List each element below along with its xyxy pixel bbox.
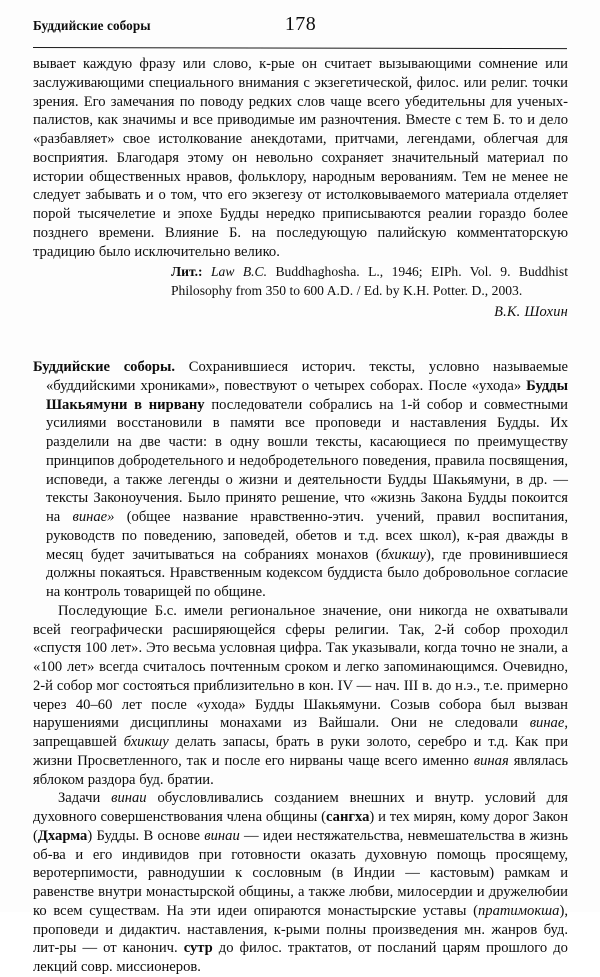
entry-second-paragraph: [33, 602, 568, 790]
bibliography-rest: Buddhaghosha. L., 1946; EIPh. Vol. 9. Buddhist Philosophy from 350 to 600 A.D. / Ed. by K.H. Potter. D., 2003.: [171, 264, 568, 298]
entry-p3-s1: Задачи: [58, 790, 112, 807]
entry-p3-s3: ) и тех мирян, кому дорог Закон (: [33, 809, 569, 844]
entry-p3-italic-term-2: винаи: [204, 827, 240, 844]
entry-p2-s1: Последующие Б.с. имели региональное значение, они никогда не охватывали всей географически расширяющейся сферы религии. Так, 2-й собор проходил «спустя 100 лет». Это весьма условная цифра. Так указывали, когда точно не знали, а «100 лет» всегда считалось почтенным сроком и легко запоминающимся. Очевидно, 2-й собор мог состояться приблизительно в кон. IV — нач. III в. до н.э., т.е. примерно через 40–60 лет после «ухода» Будды Шакьямуни. Созыв собора был вызван нарушениями дисциплины монахами из Вайшали. Они не следовали: [33, 602, 568, 732]
entry-p1-italic-term-2: бхикшу: [380, 546, 427, 563]
entry-p3-s6: ), проповеди и дидактич. наставления, к-рыми полны произведения мн. жанров буд. лит-ры — от канонич.: [33, 902, 568, 957]
header-divider-rule: [33, 47, 567, 50]
entry-p3-s5: — идеи нестяжательства, невмешательства в жизнь об-ва и его индивидов при готовности оказать духовную помощь просящему, веротерпимости, равнодушии к сословным (в Индии — кастовым) рамкам и равенстве внутри монастырской общины, а также любви, милосердии и дружелюбии ко всем существам. На эти идеи опираются монастырские уставы (: [33, 827, 569, 919]
entry-p3-s4: ) Будды. В основе: [87, 827, 205, 844]
article-signature: В.К. Шохин: [494, 304, 568, 321]
dictionary-entry: [33, 358, 568, 977]
entry-p2-s3: делать запасы, брать в руки золото, серебро и т.д. Как при жизни Просветленного, так и после его нирваны чаще всего именно: [33, 734, 569, 769]
entry-p3-bold-term-3: сутр: [183, 940, 213, 957]
running-head: [33, 13, 568, 42]
entry-p2-s4: являлась яблоком раздора буд. братии.: [33, 752, 568, 788]
continued-article-paragraph: вывает каждую фразу или слово, к-рые он считает вызывающими сомнение или заслуживающими специального внимания с экзегетической, филос. или религ. точки зрения. Его замечания по поводу редких слов чаще всего убедительны для ученых-палистов, как значимы и все приводимые им разночтения. Вместе с тем Б. то и дело «разбавляет» свое истолкование анекдотами, притчами, легендами, облегчая для восприятия. Благодаря этому он невольно сохраняет значительный материал по истории общественных нравов, фольклору, народным верованиям. Тем не менее не следует забывать и о том, что его экзегезу от истолковываемого материала отделяет порой тысячелетие и эпохе Будды нередко приписываются реалии гораздо более позднего времени. Влияние Б. на последующую палийскую комментаторскую традицию было исключительно велико.: [33, 56, 568, 260]
text-column: [33, 55, 568, 977]
entry-p1-italic-term-1: винае»: [72, 509, 115, 526]
entry-p1-s4: ), где провинившиеся должны покаяться. Нравственным кодексом буддиста было добровольное согласие на контроль товарищей по общине.: [46, 546, 568, 601]
entry-third-paragraph: [33, 789, 568, 977]
entry-p1-bold-term-1: Будды Шакьямуни в нирвану: [46, 377, 568, 413]
entry-p2-italic-term-3: виная: [473, 752, 509, 769]
bibliography-label: Лит.:: [171, 264, 203, 280]
entry-p3-s7: до филос. трактатов, от посланий царям прошлого до лекций совр. миссионеров.: [33, 940, 568, 976]
entry-p1-s2: последователи собрались на 1-й собор и совместными усилиями восстановили в памяти все проповеди и наставления Будды. Их разделили на две части: в одну вошли тексты, касающиеся по преимуществу принципов добродетельного и недобродетельного поведения, правила посвящения, исповеди, а также легенды о жизни и деятельности Будды Шакьямуни, в др. — тексты Законоучения. Было принято решение, что «жизнь Закона Будды покоится на: [46, 396, 568, 526]
entry-p2-italic-term-2: бхикшу: [123, 734, 169, 751]
entry-p1-s3: (общее название нравственно-этич. учений, правил воспитания, руководств по поведению, заповедей, обетов и т.д. всех школ), к-рая дважды в месяц будет зачитываться на собраниях монахов (: [46, 509, 568, 563]
running-head-title: Буддийские соборы: [33, 18, 151, 33]
bibliography-author: Law B.C.: [210, 264, 268, 280]
entry-p2-italic-term-1: винае: [529, 715, 565, 732]
bibliography-space: [203, 264, 211, 279]
entry-p3-italic-term-1: винаи: [111, 790, 147, 807]
entry-p3-bold-term-2: Дхарма: [37, 827, 88, 844]
page-number: 178: [284, 13, 317, 35]
entry-headword: Буддийские соборы.: [33, 359, 176, 376]
entry-p3-s2: обусловливались созданием внешних и внутр. условий для духовного совершенствования члена общины (: [33, 790, 568, 826]
entry-p2-s2: , запрещавшей: [33, 715, 568, 751]
bibliography-block: [33, 263, 568, 300]
entry-p3-italic-term-3: пратимокша: [478, 902, 560, 919]
entry-p3-bold-term-1: сангха: [326, 809, 370, 826]
entry-first-paragraph: [33, 358, 568, 602]
entry-p1-s1: Сохранившиеся историч. тексты, условно называемые «буддийскими хрониками», повествуют о четырех соборах. После «ухода»: [46, 359, 568, 394]
